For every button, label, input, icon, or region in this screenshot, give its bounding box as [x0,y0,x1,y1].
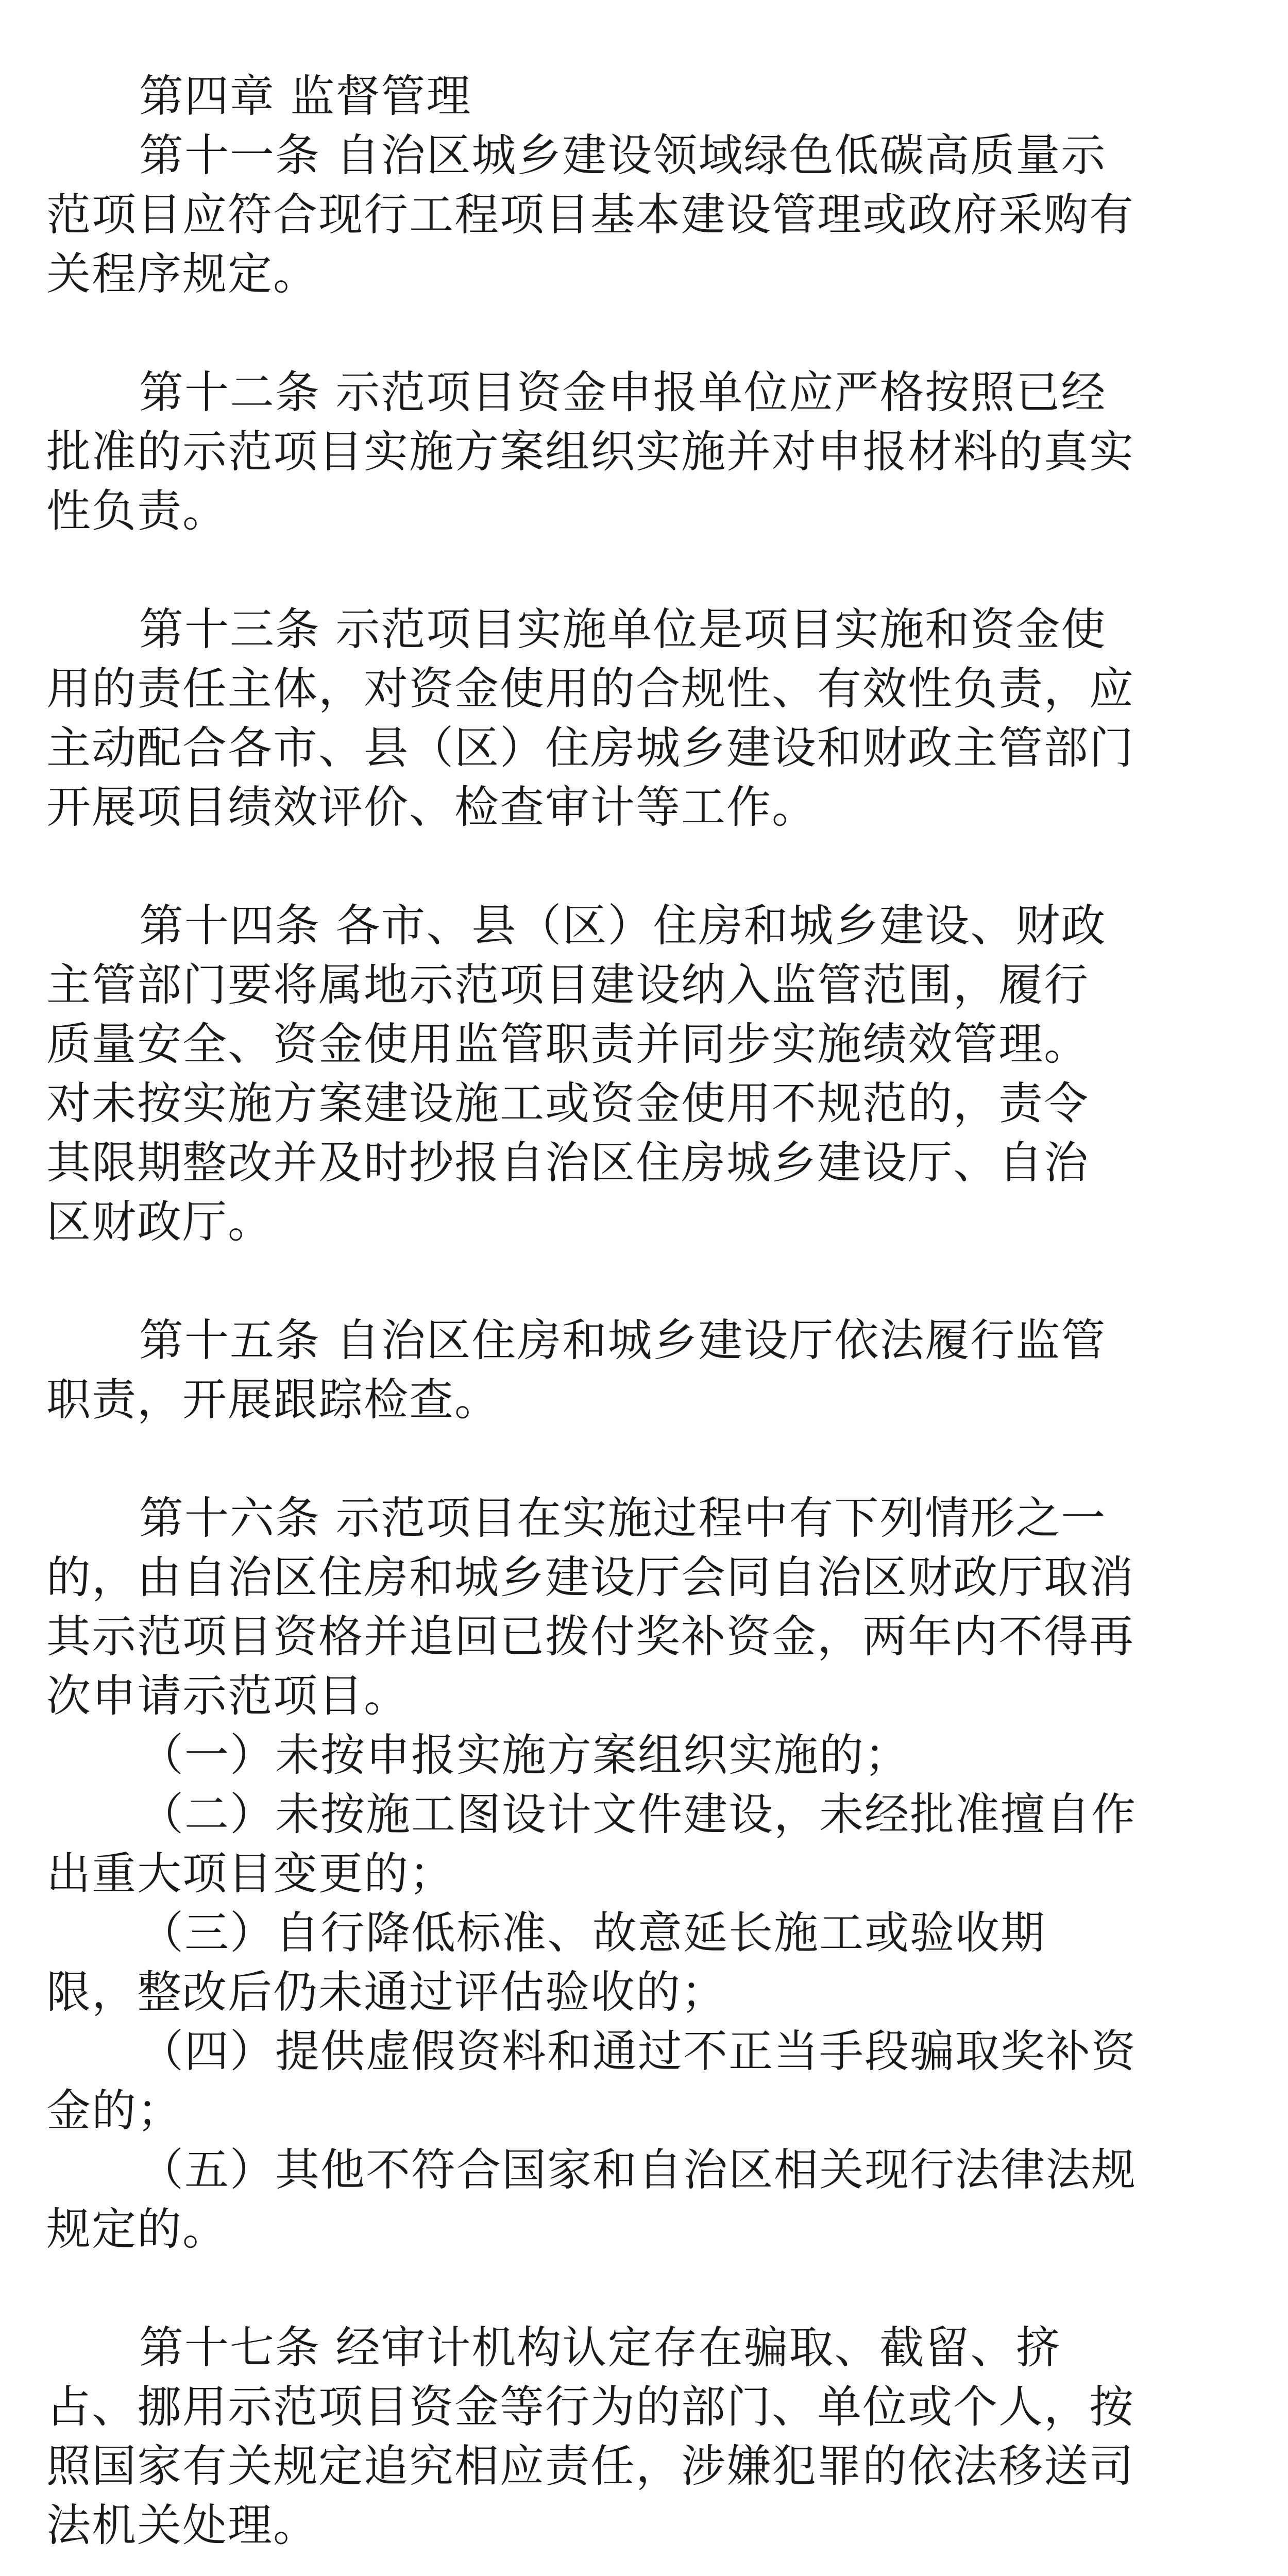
article-14-line-2: 主管部门要将属地示范项目建设纳入监管范围，履行 [46,959,1089,1011]
article-14-line-6: 区财政厅。 [46,1196,273,1248]
document-body [46,67,1137,2555]
paragraph-gap [46,837,1066,896]
article-11-line-1: 第十一条 自治区城乡建设领域绿色低碳高质量示 [139,130,1107,181]
article-11-line-3: 关程序规定。 [46,248,318,300]
article-16-item-2 [46,1785,1137,1904]
paragraph-gap [46,304,1066,363]
article-12-line-2: 批准的示范项目实施方案组织实施并对申报材料的真实 [46,426,1134,478]
article-12-line-3: 性负责。 [46,485,228,537]
article-17-line-3: 照国家有关规定追究相应责任，涉嫌犯罪的依法移送司 [46,2441,1134,2492]
article-16 [46,1489,1137,2259]
paragraph-gap [46,1252,1066,1311]
article-15-line-1: 第十五条 自治区住房和城乡建设厅依法履行监管 [139,1315,1107,1366]
article-11-line-2: 范项目应符合现行工程项目基本建设管理或政府采购有 [46,189,1134,241]
item-2-line-2: 出重大项目变更的； [46,1848,454,1900]
item-4-line-2: 金的； [46,2085,182,2137]
article-14 [46,896,1107,1252]
article-16-item-1 [46,1726,1066,1785]
article-15 [46,1311,1107,1430]
article-16-line-1: 第十六条 示范项目在实施过程中有下列情形之一 [139,1493,1107,1544]
paragraph-gap [46,1430,1066,1489]
article-17-line-2: 占、挪用示范项目资金等行为的部门、单位或个人，按 [46,2381,1134,2433]
article-17 [46,2318,1134,2555]
article-16-item-3 [46,1904,1066,2022]
item-5-line-1: （五）其他不符合国家和自治区相关现行法律法规 [139,2144,1137,2196]
item-1-line-1: （一）未按申报实施方案组织实施的； [139,1730,910,1781]
item-3-line-1: （三）自行降低标准、故意延长施工或验收期 [139,1907,1046,1959]
article-13-line-4: 开展项目绩效评价、检查审计等工作。 [46,782,817,833]
paragraph-gap [46,2259,1066,2318]
article-17-line-4: 法机关处理。 [46,2500,318,2551]
article-16-line-3: 其示范项目资格并追回已拨付奖补资金，两年内不得再 [46,1611,1134,1663]
paragraph-gap [46,541,1066,600]
article-13 [46,600,1134,837]
article-11 [46,126,1134,304]
article-16-item-5 [46,2141,1137,2259]
article-14-line-4: 对未按实施方案建设施工或资金使用不规范的，责令 [46,1078,1089,1129]
article-17-line-1: 第十七条 经审计机构认定存在骗取、截留、挤 [139,2322,1061,2374]
article-16-item-4 [46,2022,1137,2141]
article-16-line-2: 的，由自治区住房和城乡建设厅会同自治区财政厅取消 [46,1552,1134,1603]
item-2-line-1: （二）未按施工图设计文件建设，未经批准擅自作 [139,1789,1137,1840]
item-5-line-2: 规定的。 [46,2204,228,2255]
item-4-line-1: （四）提供虚假资料和通过不正当手段骗取奖补资 [139,2026,1137,2077]
article-12 [46,363,1134,541]
article-14-line-3: 质量安全、资金使用监管职责并同步实施绩效管理。 [46,1019,1089,1070]
article-13-line-2: 用的责任主体，对资金使用的合规性、有效性负责，应 [46,663,1134,715]
item-3-line-2: 限，整改后仍未通过评估验收的； [46,1967,726,2018]
article-15-line-2: 职责，开展跟踪检查。 [46,1374,500,1426]
article-13-line-1: 第十三条 示范项目实施单位是项目实施和资金使 [139,604,1107,655]
article-13-line-3: 主动配合各市、县（区）住房城乡建设和财政主管部门 [46,722,1134,774]
article-12-line-1: 第十二条 示范项目资金申报单位应严格按照已经 [139,367,1107,418]
article-14-line-5: 其限期整改并及时抄报自治区住房城乡建设厅、自治 [46,1137,1089,1189]
article-14-line-1: 第十四条 各市、县（区）住房和城乡建设、财政 [139,900,1107,952]
chapter-title: 第四章 监督管理 [139,71,472,122]
article-16-line-4: 次申请示范项目。 [46,1670,409,1722]
